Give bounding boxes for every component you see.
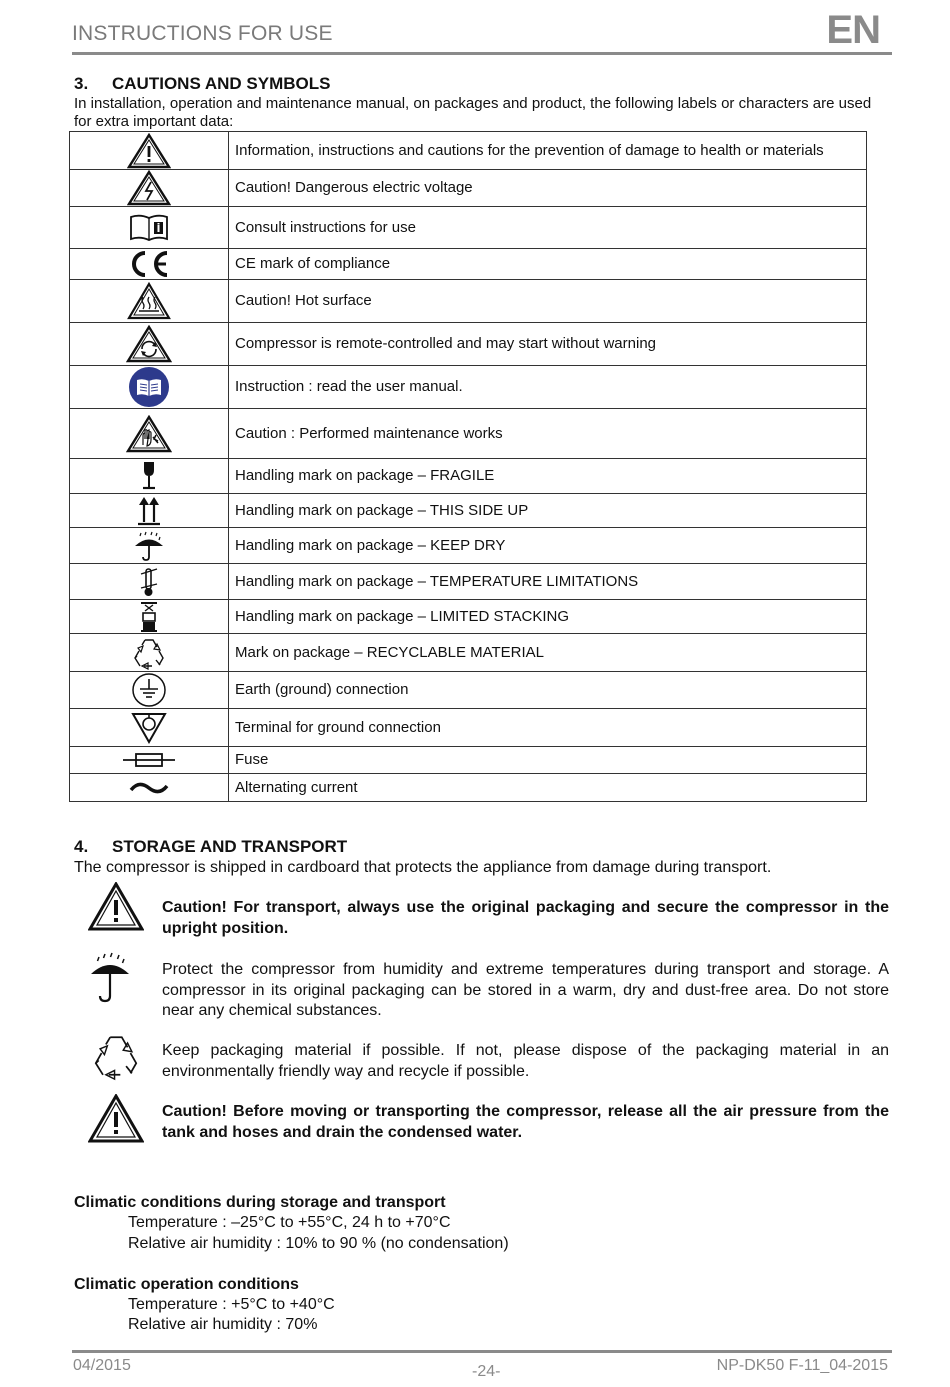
symbol-icon-cell xyxy=(70,774,229,802)
symbol-icon-cell xyxy=(70,494,229,528)
recycle-icon xyxy=(88,1030,144,1082)
electric-voltage-icon xyxy=(127,170,171,206)
fuse-icon xyxy=(121,750,177,770)
symbol-icon-cell xyxy=(70,564,229,600)
fragile-icon xyxy=(138,460,160,492)
section-4-intro: The compressor is shipped in cardboard that protects the appliance from damage during transport. xyxy=(74,859,772,876)
transport-note-text: Caution! For transport, always use the original packaging and secure the compressor in the upright position. xyxy=(162,899,889,937)
symbol-text: Earth (ground) connection xyxy=(229,672,867,709)
symbol-icon-cell xyxy=(70,528,229,564)
section-4-number: 4. xyxy=(74,837,89,856)
symbol-row xyxy=(70,528,867,564)
symbol-text: CE mark of compliance xyxy=(229,249,867,280)
symbol-row xyxy=(70,207,867,249)
operation-conditions-heading: Climatic operation conditions xyxy=(74,1276,299,1293)
section-3-intro: In installation, operation and maintenance manual, on packages and product, the following labels or characters are used for extra important data: xyxy=(74,95,872,130)
footer-doc-code: NP-DK50 F-11_04-2015 xyxy=(716,1357,888,1374)
symbol-icon-cell xyxy=(70,600,229,634)
alternating-current-icon xyxy=(127,778,171,798)
symbol-row xyxy=(70,459,867,494)
symbol-row xyxy=(70,494,867,528)
symbols-table xyxy=(69,131,867,802)
symbol-row xyxy=(70,409,867,459)
symbol-row xyxy=(70,323,867,366)
symbol-text: Terminal for ground connection xyxy=(229,709,867,747)
symbol-icon-cell xyxy=(70,459,229,494)
symbol-icon-cell xyxy=(70,709,229,747)
symbol-text: Caution! Hot surface xyxy=(229,280,867,323)
symbol-icon-cell xyxy=(70,672,229,709)
symbol-text: Instruction : read the user manual. xyxy=(229,366,867,409)
storage-humidity: Relative air humidity : 10% to 90 % (no condensation) xyxy=(128,1235,509,1252)
page-number: -24- xyxy=(472,1363,501,1380)
symbol-text: Alternating current xyxy=(229,774,867,802)
this-side-up-icon xyxy=(136,495,162,527)
symbol-row xyxy=(70,634,867,672)
header-title: INSTRUCTIONS FOR USE xyxy=(72,22,333,45)
ground-terminal-icon xyxy=(129,711,169,745)
symbol-icon-cell xyxy=(70,634,229,672)
symbol-row xyxy=(70,774,867,802)
earth-ground-icon xyxy=(131,672,167,708)
consult-instructions-icon xyxy=(128,213,170,243)
symbol-icon-cell xyxy=(70,409,229,459)
operation-temperature: Temperature : +5°C to +40°C xyxy=(128,1296,335,1313)
keep-dry-icon xyxy=(88,950,132,1006)
storage-conditions-heading: Climatic conditions during storage and transport xyxy=(74,1194,446,1211)
symbol-row xyxy=(70,600,867,634)
keep-dry-icon xyxy=(133,530,165,562)
symbol-text: Handling mark on package – LIMITED STACKING xyxy=(229,600,867,634)
symbol-icon-cell xyxy=(70,132,229,170)
read-manual-icon xyxy=(128,366,170,408)
symbol-icon-cell xyxy=(70,207,229,249)
symbol-text: Caution! Dangerous electric voltage xyxy=(229,170,867,207)
storage-temperature: Temperature : –25°C to +55°C, 24 h to +70°C xyxy=(128,1214,451,1231)
symbol-row xyxy=(70,249,867,280)
symbol-text: Compressor is remote-controlled and may start without warning xyxy=(229,323,867,366)
symbol-row xyxy=(70,747,867,774)
maintenance-icon xyxy=(126,415,172,453)
symbol-icon-cell xyxy=(70,323,229,366)
warning-triangle-icon xyxy=(127,133,171,169)
symbol-row xyxy=(70,672,867,709)
symbol-row xyxy=(70,132,867,170)
symbol-row xyxy=(70,564,867,600)
symbol-text: Information, instructions and cautions for the prevention of damage to health or materials xyxy=(229,132,867,170)
symbol-text: Handling mark on package – KEEP DRY xyxy=(229,528,867,564)
footer-divider xyxy=(72,1350,892,1353)
section-4-title: STORAGE AND TRANSPORT xyxy=(112,837,348,856)
language-code: EN xyxy=(826,8,880,52)
operation-humidity: Relative air humidity : 70% xyxy=(128,1316,318,1333)
recycle-icon xyxy=(130,635,168,671)
hot-surface-icon xyxy=(127,282,171,320)
warning-triangle-icon xyxy=(88,1094,144,1144)
footer-date: 04/2015 xyxy=(73,1357,131,1374)
recycle-note-text: Keep packaging material if possible. If not, please dispose of the packaging material in an environmentally friendly way and recycle if possible. xyxy=(162,1042,889,1080)
symbol-text: Consult instructions for use xyxy=(229,207,867,249)
humidity-note-text: Protect the compressor from humidity and extreme temperatures during transport and storage. A compressor in its original packaging can be stored in a warm, dry and dust-free area. Do not store near any chemical substances. xyxy=(162,961,889,1019)
section-3-number: 3. xyxy=(74,74,89,93)
temperature-limits-icon xyxy=(138,566,160,598)
symbol-text: Fuse xyxy=(229,747,867,774)
pressure-note-text: Caution! Before moving or transporting the compressor, release all the air pressure from the tank and hoses and drain the condensed water. xyxy=(162,1103,889,1141)
symbol-text: Caution : Performed maintenance works xyxy=(229,409,867,459)
section-4-heading xyxy=(74,837,347,857)
symbol-row xyxy=(70,280,867,323)
symbol-row xyxy=(70,366,867,409)
remote-start-icon xyxy=(126,325,172,363)
symbol-icon-cell xyxy=(70,280,229,323)
ce-mark-icon xyxy=(126,249,172,279)
section-3-heading xyxy=(74,74,331,94)
symbol-row xyxy=(70,170,867,207)
symbol-text: Handling mark on package – TEMPERATURE LIMITATIONS xyxy=(229,564,867,600)
warning-triangle-icon xyxy=(88,882,144,932)
symbol-text: Handling mark on package – THIS SIDE UP xyxy=(229,494,867,528)
page-header xyxy=(72,8,892,55)
section-3-title: CAUTIONS AND SYMBOLS xyxy=(112,74,331,93)
limited-stacking-icon xyxy=(138,601,160,633)
symbol-icon-cell xyxy=(70,170,229,207)
symbol-icon-cell xyxy=(70,249,229,280)
symbol-row xyxy=(70,709,867,747)
symbol-text: Mark on package – RECYCLABLE MATERIAL xyxy=(229,634,867,672)
symbol-text: Handling mark on package – FRAGILE xyxy=(229,459,867,494)
symbol-icon-cell xyxy=(70,747,229,774)
symbol-icon-cell xyxy=(70,366,229,409)
